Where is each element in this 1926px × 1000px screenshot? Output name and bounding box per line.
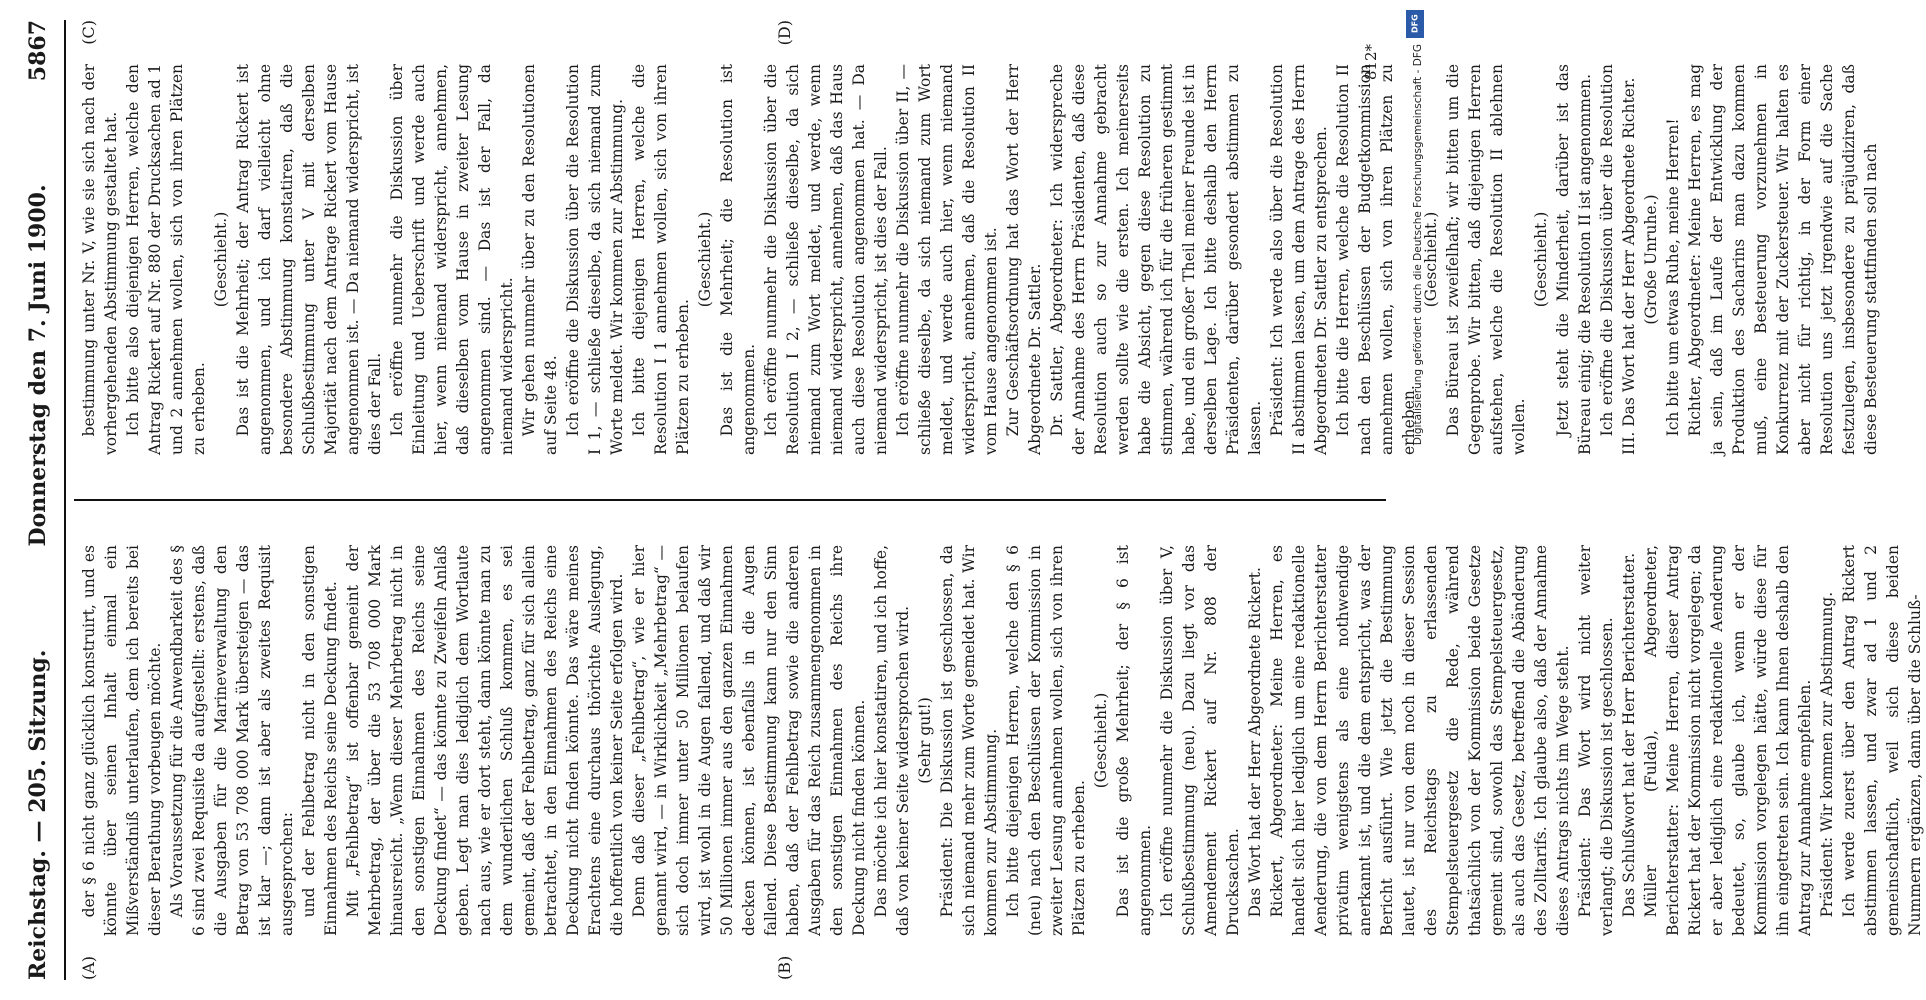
paragraph: Das Wort hat der Herr Abgeordnete Rickert. — [1246, 567, 1264, 918]
page-number: 5867 — [25, 20, 51, 82]
paragraph: Das Schlußwort hat der Herr Berichterstatter. — [1620, 552, 1638, 918]
paragraph: Ich eröffne die Diskussion über die Resolution I 1, — schließe dieselbe, da sich niemand zum Worte meldet. Wir kommen zur Abstimmung. — [564, 64, 626, 455]
paragraph: Präsident: Wir kommen zur Abstimmung. — [1818, 591, 1836, 918]
paragraph: und der Fehlbetrag nicht in den sonstigen Einnahmen des Reichs seine Deckung findet. — [300, 545, 340, 936]
stage-direction: (Geschieht.) — [1532, 211, 1550, 308]
paragraph: Rickert, Abgeordneter: Meine Herren, es handelt sich hier lediglich um eine redaktionelle Aenderung, die von dem Herrn Berichterstatter privatim wenigstens als eine nothwendige anerkannt ist, und die dem entspricht, was der Bericht ausführt. Wie jetzt die Bestimmung lautet, ist nur von dem noch in dieser Session des Reichstags zu erlassenden Stempelsteuergesetz die Rede, während thatsächlich von der Kommission beide Gesetze gemeint sind, sowohl das Stempelsteuergesetz, als auch das Gesetz, betreffend die Abänderung des Zolltarifs. Ich glaube also, daß der Annahme dieses Antrags nichts im Wege steht. — [1268, 545, 1572, 936]
left-column — [74, 501, 1924, 980]
stage-direction: (Geschieht.) — [1422, 211, 1440, 308]
paragraph: Ich eröffne nunmehr die Diskussion über V, Schlußbestimmung (neu). Dazu liegt vor das Amendement Rickert auf Nr. 808 der Drucksachen. — [1158, 545, 1242, 936]
paragraph: Denn daß dieser „Fehlbetrag“, wie er hier genannt wird, — in Wirklichkeit „Mehrbetrag“ — sich doch immer unter 50 Millionen belaufen wird, ist wohl in die Augen fallend, und daß wir 50 Millionen immer aus den ganzen Einnahmen decken können, ist ebenfalls in die Augen fallend. Diese Bestimmung kann nur den Sinn haben, daß der Fehlbetrag sowie die anderen Ausgaben für das Reich zusammengenommen in den sonstigen Einnahmen des Reichs ihre Deckung nicht finden können. — [630, 545, 868, 936]
margin-mark-b: (B) — [775, 955, 794, 980]
paragraph: Ich eröffne nunmehr die Diskussion über Einleitung und Ueberschrift und werde auch hier, wenn niemand widerspricht, annehmen, daß dieselben vom Hause in zweiter Lesung angenommen sind. — Das ist der Fall, da niemand widerspricht. — [388, 64, 516, 455]
paragraph: Ich bitte also diejenigen Herren, welche den Antrag Rickert auf Nr. 880 der Drucksachen ad 1 und 2 annehmen wollen, sich von ihren Plätzen zu erheben. — [124, 64, 208, 455]
paragraph: Ich bitte um etwas Ruhe, meine Herren! — [1664, 118, 1682, 437]
paragraph: Das ist die große Mehrheit; der § 6 ist angenommen. — [1114, 545, 1154, 936]
column-text — [78, 531, 1926, 950]
paragraph: Ich eröffne nunmehr die Diskussion über II, — schließe dieselbe, da sich niemand zum Wort meldet, und werde auch hier, wenn niemand widerspricht, annehmen, daß die Resolution II vom Hause angenommen ist. — [894, 64, 1000, 455]
paragraph: Präsident: Die Diskussion ist geschlossen, da sich niemand mehr zum Worte gemeldet hat. Wir kommen zur Abstimmung. — [938, 545, 1000, 936]
paragraph: Ich bitte diejenigen Herren, welche die Resolution I 1 annehmen wollen, sich von ihren Plätzen zu erheben. — [630, 64, 692, 455]
paragraph: Das ist die Mehrheit; die Resolution ist angenommen. — [718, 64, 758, 455]
stage-direction: (Große Unruhe.) — [1642, 194, 1660, 325]
digitization-credit: Digitalisierung gefördert durch die Deutsche Forschungsgemeinschaft - DFG — [1412, 44, 1424, 446]
paragraph: Präsident: Ich werde also über die Resolution II abstimmen lassen, um dem Antrage des Herrn Abgeordneten Dr. Sattler zu entsprechen. — [1268, 64, 1330, 455]
margin-mark-c: (C) — [79, 20, 98, 45]
paragraph: Präsident: Das Wort wird nicht weiter verlangt; die Diskussion ist geschlossen. — [1576, 545, 1616, 936]
paragraph: Ich bitte diejenigen Herren, welche den § 6 (neu) nach den Beschlüssen der Kommission in zweiter Lesung annehmen wollen, sich von ihren Plätzen zu erheben. — [1004, 545, 1088, 936]
paragraph: Ich bitte die Herren, welche die Resolution II nach den Beschlüssen der Budgetkommission annehmen wollen, sich von ihren Plätzen zu erheben. — [1334, 64, 1418, 455]
header-left: Reichstag. — 205. Sitzung. — [25, 649, 51, 980]
paragraph: Ich eröffne nunmehr die Diskussion über die Resolution I 2, — schließe dieselbe, da sich niemand zum Wort meldet, und werde, wenn niemand widerspricht, annehmen, daß das Haus auch diese Resolution angenommen hat. — Da niemand widerspricht, ist dies der Fall. — [762, 64, 890, 455]
stage-direction: (Geschieht.) — [696, 211, 714, 308]
dfg-logo-icon: DFG — [1406, 10, 1424, 38]
paragraph: Mit „Fehlbetrag“ ist offenbar gemeint der Mehrbetrag, der über die 53 708 000 Mark hinausreicht. „Wenn dieser Mehrbetrag nicht in den sonstigen Einnahmen des Reichs seine Deckung findet“ — das könnte zu Zweifeln Anlaß geben. Legt man dies lediglich dem Wortlaute nach aus, wie er dort steht, dann könnte man zu dem wunderlichen Schluß kommen, es sei gemeint, daß der Fehlbetrag, ganz für sich allein betrachtet, in den Einnahmen des Reichs eine Deckung nicht finden könnte. Das wäre meines Erachtens eine durchaus thörichte Auslegung, die hoffentlich von keiner Seite erfolgen wird. — [344, 545, 626, 936]
footnote-signature: 812* — [1362, 44, 1380, 81]
digitization-sidebar — [1400, 0, 1434, 1000]
page-header — [18, 20, 58, 980]
stage-direction: (Geschieht.) — [212, 211, 230, 308]
paragraph: Jetzt steht die Minderheit, darüber ist das Büreau einig; die Resolution II ist angenommen. — [1554, 64, 1594, 455]
stage-direction: (Geschieht.) — [1092, 692, 1110, 789]
paragraph: Ich werde zuerst über den Antrag Rickert abstimmen lassen, und zwar ad 1 und 2 gemeinschaftlich, weil sich diese beiden Nummern ergänzen, dann über die Schluß- — [1840, 545, 1924, 936]
paragraph: Das ist die Mehrheit; der Antrag Rickert ist angenommen, und ich darf vielleicht ohne besondere Abstimmung konstatiren, daß die Schlußbestimmung unter V mit derselben Majorität nach dem Antrage Rickert vom Hause angenommen ist. — Da niemand widerspricht, ist dies der Fall. — [234, 64, 384, 455]
paragraph: Zur Geschäftsordnung hat das Wort der Herr Abgeordnete Dr. Sattler. — [1004, 64, 1044, 455]
paragraph: bestimmung unter Nr. V, wie sie sich nach der vorhergehenden Abstimmung gestaltet hat. — [80, 64, 120, 455]
paragraph: Richter, Abgeordneter: Meine Herren, es mag ja sein, daß im Laufe der Entwicklung der Produktion des Sacharins man dazu kommen muß, eine Besteuerung vorzunehmen in Konkurrenz mit der Zuckersteuer. Wir halten es aber nicht für richtig, in der Form einer Resolution uns jetzt irgendwie auf die Sache festzulegen, insbesondere zu präjudiziren, daß diese Besteuerung stattfinden soll nach — [1686, 64, 1880, 455]
column-text — [78, 50, 1882, 469]
paragraph: der § 6 nicht ganz glücklich konstruirt, und es könnte über seinen Inhalt einmal ein Mißverständniß unterlaufen, dem ich bereits bei dieser Berathung vorbeugen möchte. — [80, 545, 164, 936]
paragraph: Ich eröffne die Diskussion über die Resolution III. Das Wort hat der Herr Abgeordnete Richter. — [1598, 64, 1638, 455]
paragraph: Dr. Sattler, Abgeordneter: Ich widerspreche der Annahme des Herrn Präsidenten, daß diese Resolution auch so zur Annahme gebracht werden sollte wie die ersten. Ich meinerseits habe die Absicht, gegen diese Resolution zu stimmen, während ich für die früheren gestimmt habe, und ein großer Theil meiner Freunde ist in derselben Lage. Ich bitte deshalb den Herrn Präsidenten, darüber gesondert abstimmen zu lassen. — [1048, 64, 1264, 455]
paragraph: Als Voraussetzung für die Anwendbarkeit des § 6 sind zwei Requisite da aufgestellt: erstens, daß die Ausgaben für die Marineverwaltung den Betrag von 53 708 000 Mark übersteigen — das ist klar —; dann ist aber als zweites Requisit ausgesprochen: — [168, 545, 296, 936]
margin-mark-d: (D) — [775, 20, 794, 46]
margin-mark-a: (A) — [79, 955, 98, 980]
paragraph: Müller (Fulda), Abgeordneter, Berichterstatter: Meine Herren, dieser Antrag Rickert hat der Kommission nicht vorgelegen; da er aber lediglich eine redaktionelle Aenderung bedeutet, so, glaube ich, wenn er der Kommission vorgelegen hätte, würde diese für ihn eingetreten sein. Ich kann Ihnen deshalb den Antrag zur Annahme empfehlen. — [1642, 545, 1814, 936]
stage-direction: (Sehr gut!) — [916, 697, 934, 784]
paragraph: Das Büreau ist zweifelhaft; wir bitten um die Gegenprobe. Wir bitten, daß diejenigen Herren aufstehen, welche die Resolution II ablehnen wollen. — [1444, 64, 1528, 455]
paragraph: Das möchte ich hier konstatiren, und ich hoffe, daß von keiner Seite widersprochen wird. — [872, 545, 912, 936]
header-date: Donnerstag den 7. Juni 1900. — [25, 184, 51, 547]
paragraph: Wir gehen nunmehr über zu den Resolutionen auf Seite 48. — [520, 64, 560, 455]
header-rule — [64, 20, 66, 980]
